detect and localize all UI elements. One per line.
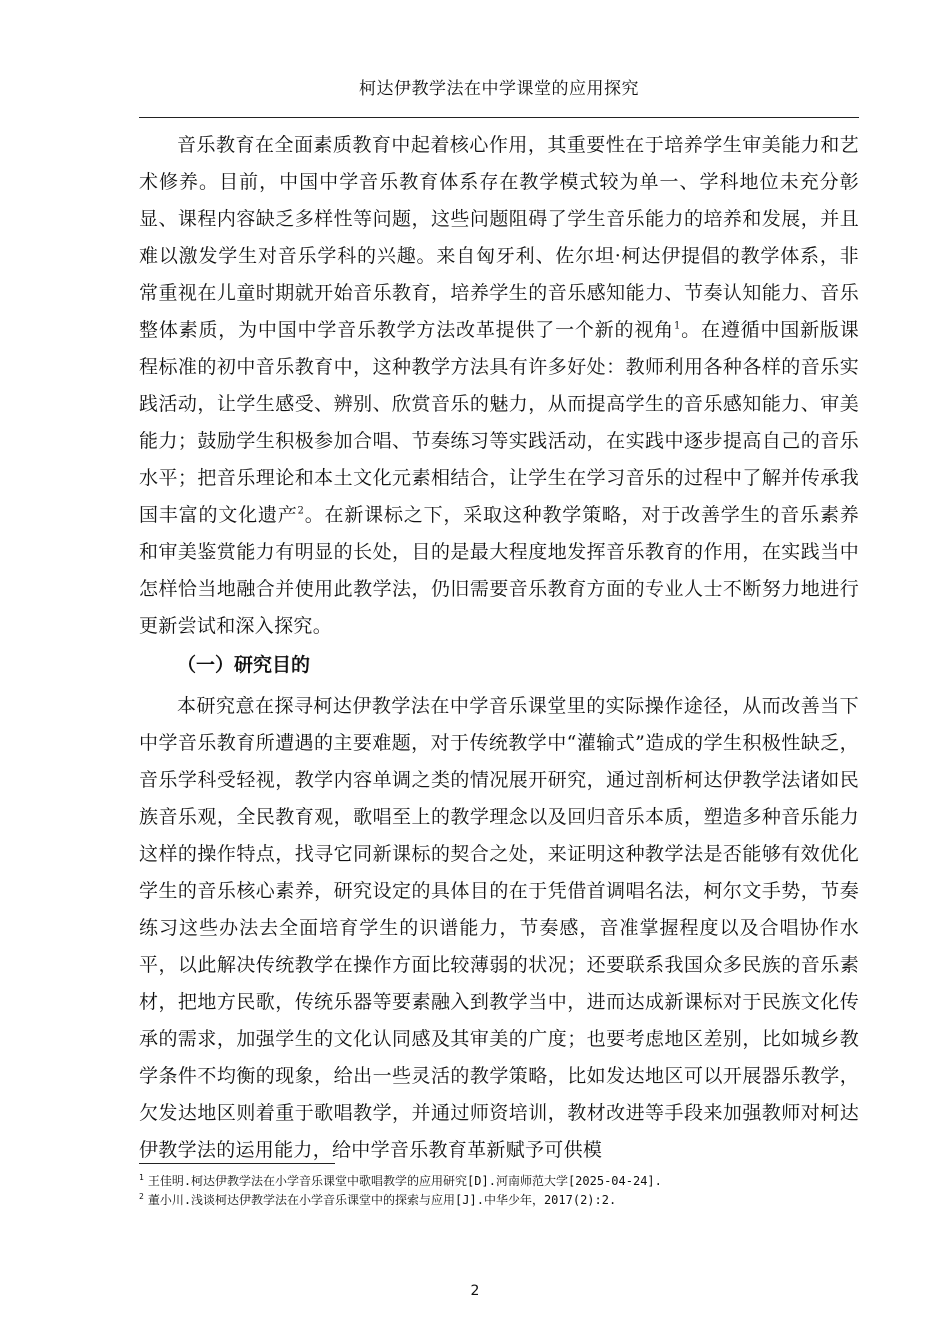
footnote-mark: 1 <box>139 1173 144 1182</box>
footnote <box>139 1191 859 1210</box>
footnote-rule <box>139 1163 335 1164</box>
paragraph-intro <box>139 127 859 645</box>
footnote-reference[interactable]: 2 <box>297 505 305 517</box>
page-number: 2 <box>470 1283 480 1299</box>
footnotes <box>139 1172 859 1210</box>
paragraph-research-purpose: 本研究意在探寻柯达伊教学法在中学音乐课堂里的实际操作途径，从而改善当下中学音乐教育所遭遇的主要难题，对于传统教学中“灌输式”造成的学生积极性缺乏，音乐学科受轻视，教学内容单调之类的情况展开研究，通过剖析柯达伊教学法诸如民族音乐观，全民教育观，歌唱至上的教学理念以及回归音乐本质，塑造多种音乐能力这样的操作特点，找寻它同新课标的契合之处，来证明这种教学法是否能够有效优化学生的音乐核心素养，研究设定的具体目的在于凭借首调唱名法，柯尔文手势，节奏练习这些办法去全面培育学生的识谱能力，节奏感，音准掌握程度以及合唱协作水平，以此解决传统教学在操作方面比较薄弱的状况；还要联系我国众多民族的音乐素材，把地方民歌，传统乐器等要素融入到教学当中，进而达成新课标对于民族文化传承的需求，加强学生的文化认同感及其审美的广度；也要考虑地区差别，比如城乡教学条件不均衡的现象，给出一些灵活的教学策略，比如发达地区可以开展器乐教学，欠发达地区则着重于歌唱教学，并通过师资培训，教材改进等手段来加强教师对柯达伊教学法的运用能力，给中学音乐教育革新赋予可供模 <box>139 695 859 1161</box>
footnote-text: 王佳明.柯达伊教学法在小学音乐课堂中歌唱教学的应用研究[D].河南师范大学[2025-04-24]. <box>147 1174 662 1188</box>
footnote-reference[interactable]: 1 <box>674 320 681 332</box>
footnote <box>139 1172 859 1191</box>
paragraph-text: 。在新课标之下，采取这种教学策略，对于改善学生的音乐素养和审美鉴赏能力有明显的长处，目的是最大程度地发挥音乐教育的作用，在实践当中怎样恰当地融合并使用此教学法，仍旧需要音乐教育方面的专业人士不断努力地进行更新尝试和深入探究。 <box>139 504 859 637</box>
body-text <box>139 127 859 1169</box>
footnote-mark: 2 <box>139 1192 144 1201</box>
paragraph-text: 。在遵循中国新版课程标准的初中音乐教育中，这种教学方法具有许多好处：教师利用各种各样的音乐实践活动，让学生感受、辨别、欣赏音乐的魅力，从而提高学生的音乐感知能力、审美能力；鼓励学生积极参加合唱、节奏练习等实践活动，在实践中逐步提高自己的音乐水平；把音乐理论和本土文化元素相结合，让学生在学习音乐的过程中了解并传承我国丰富的文化遗产 <box>139 319 860 526</box>
paragraph-text: 音乐教育在全面素质教育中起着核心作用，其重要性在于培养学生审美能力和艺术修养。目前，中国中学音乐教育体系存在教学模式较为单一、学科地位未充分彰显、课程内容缺乏多样性等问题，这些问题阻碍了学生音乐能力的培养和发展，并且难以激发学生对音乐学科的兴趣。来自匈牙利、佐尔坦·柯达伊提倡的教学体系，非常重视在儿童时期就开始音乐教育，培养学生的音乐感知能力、节奏认知能力、音乐整体素质，为中国中学音乐教学方法改革提供了一个新的视角 <box>139 134 859 341</box>
section-heading: （一）研究目的 <box>177 654 311 676</box>
header-rule <box>139 117 859 118</box>
running-header: 柯达伊教学法在中学课堂的应用探究 <box>359 79 639 99</box>
footnote-text: 董小川.浅谈柯达伊教学法在小学音乐课堂中的探索与应用[J].中华少年，2017(2):2. <box>147 1193 617 1207</box>
